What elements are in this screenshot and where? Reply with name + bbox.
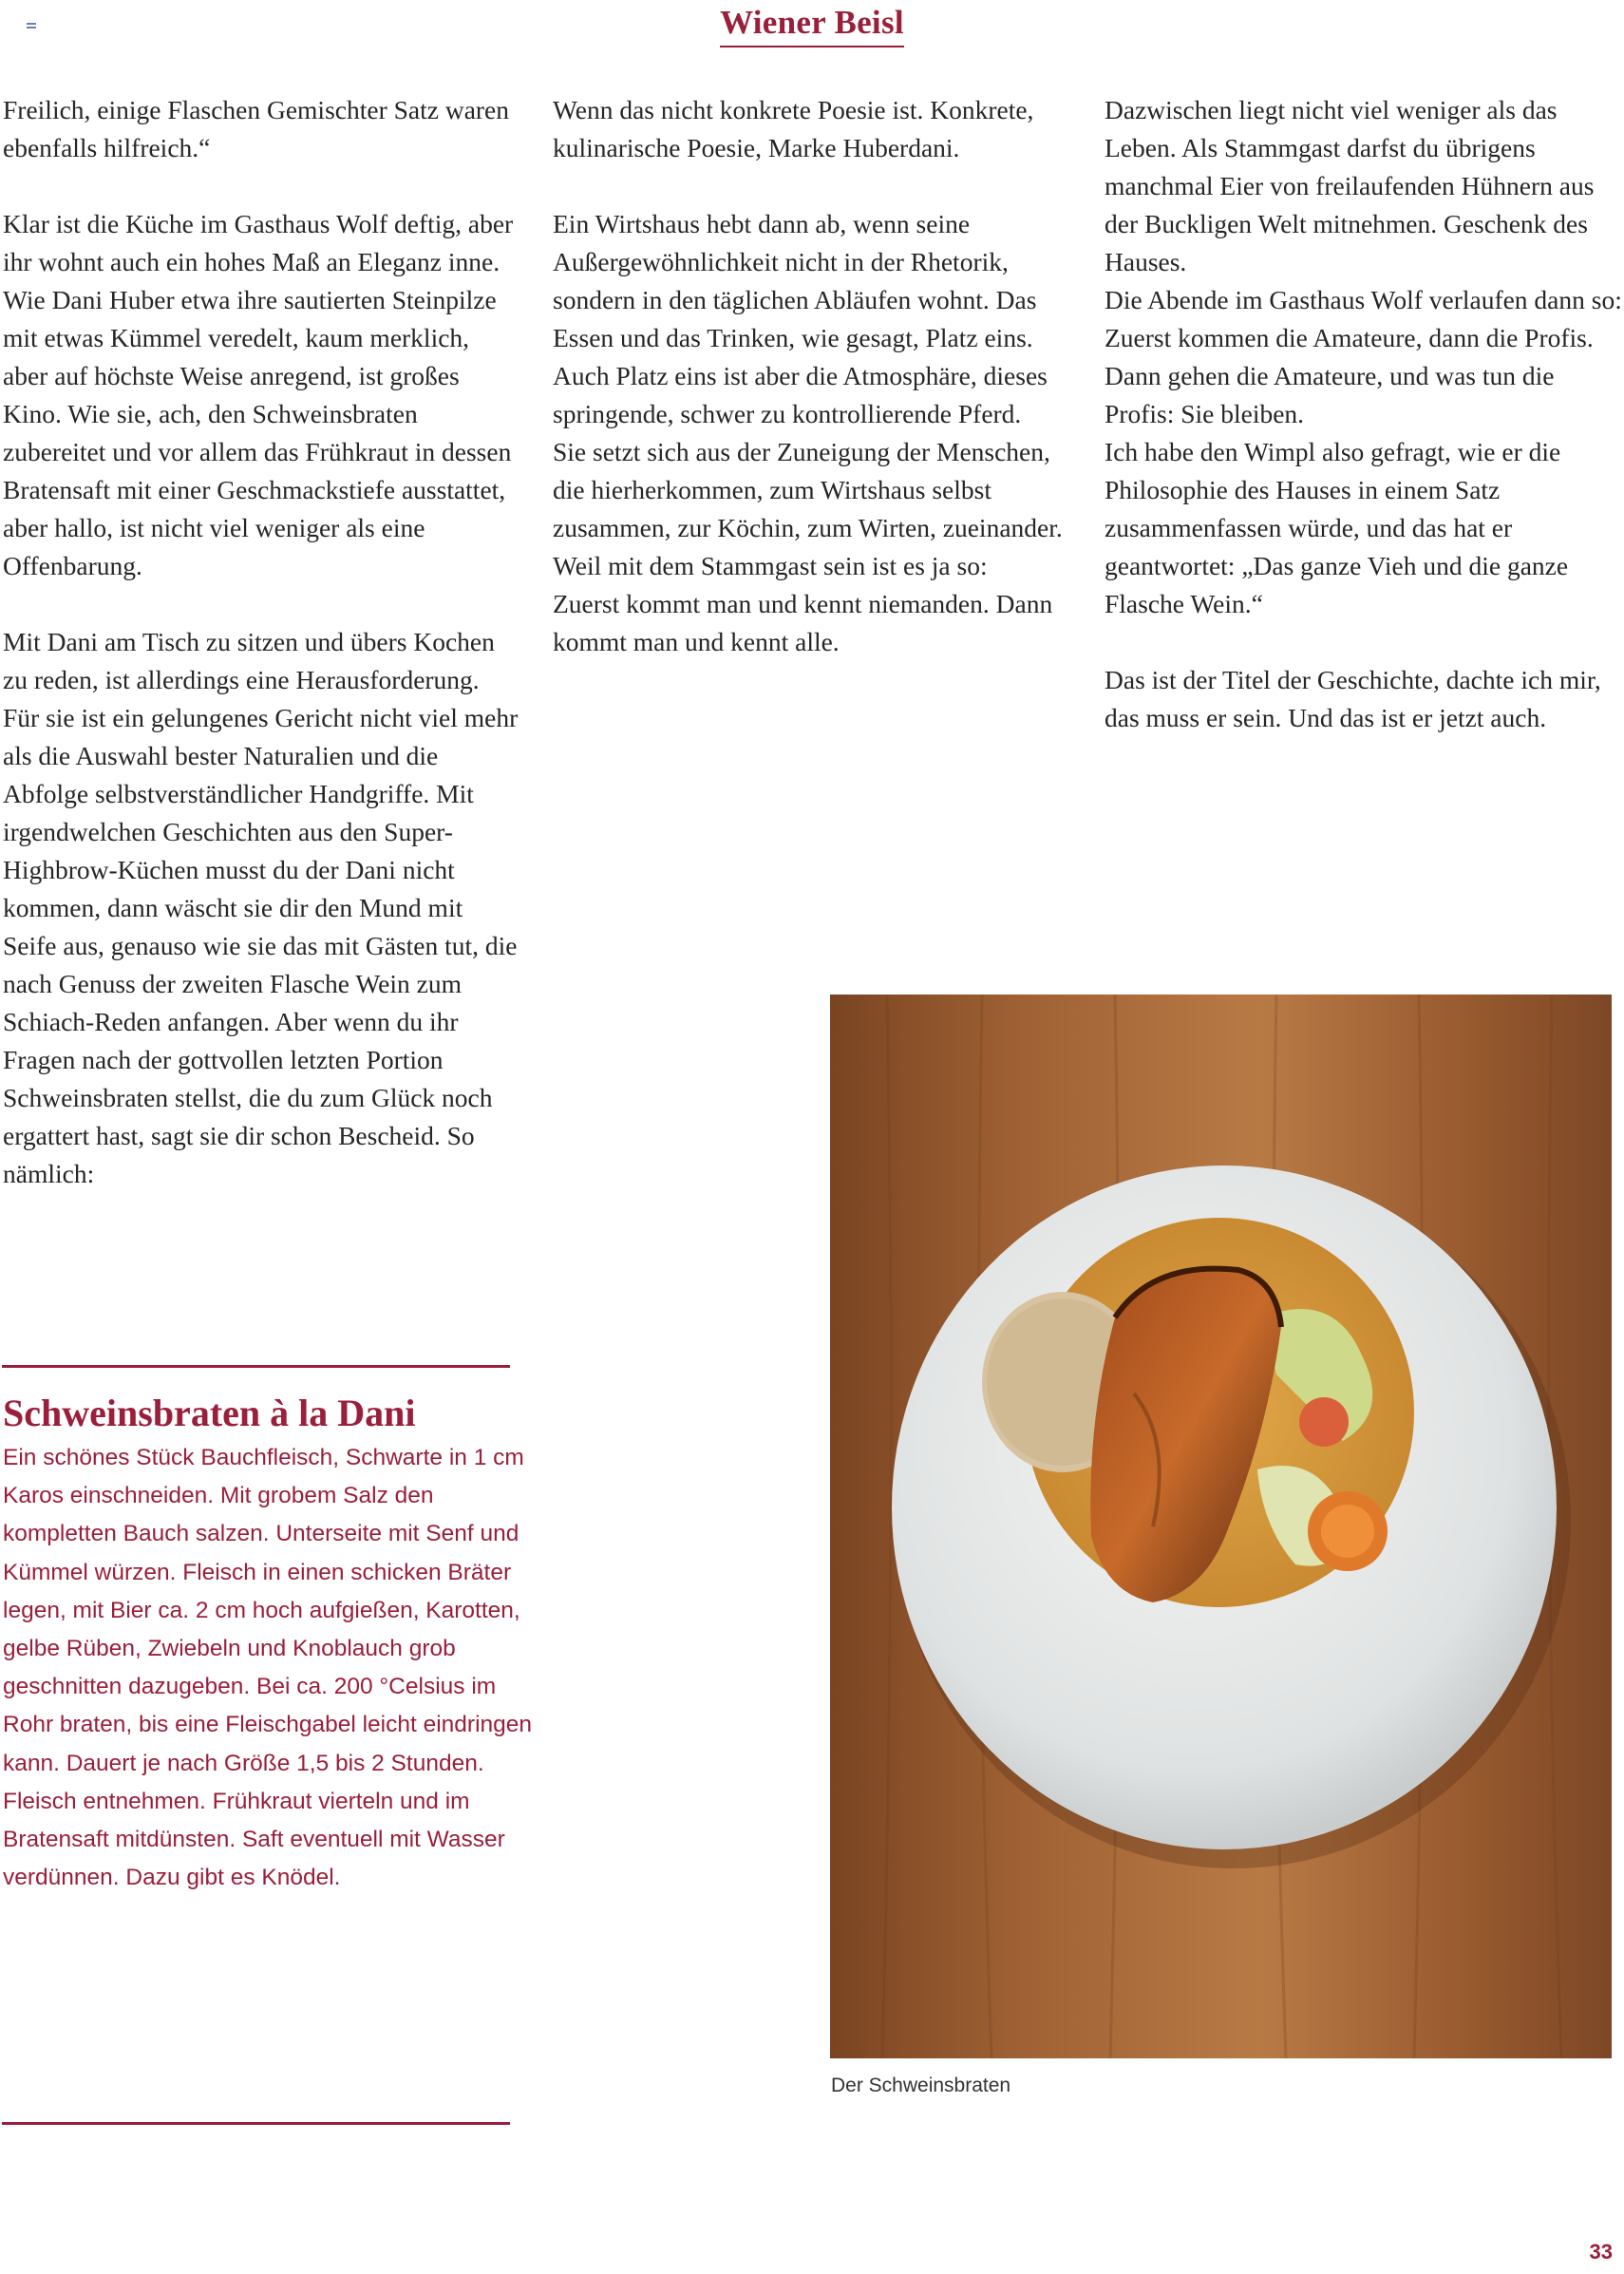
paragraph: Mit Dani am Tisch zu sitzen und übers Kochen zu reden, ist allerdings eine Herausforderung. Für sie ist ein gelungenes Gericht nicht viel mehr als die Auswahl bester Naturalien und die Abfolge selbstverständlicher Handgriffe. Mit irgendwelchen Geschichten aus den Super-Highbrow-Küchen musst du der Dani nicht kommen, dann wäscht sie dir den Mund mit Seife aus, genauso wie sie das mit Gästen tut, die nach Genuss der zweiten Flasche Wein zum Schiach-Reden anfangen. Aber wenn du ihr Fragen nach der gottvollen letzten Portion Schweinsbraten stellst, die du zum Glück noch ergattert hast, sagt sie dir schon Bescheid. So nämlich: xyxy=(3,627,519,1188)
recipe-divider-bottom xyxy=(2,2122,510,2125)
paragraph: Freilich, einige Flaschen Gemischter Satz waren ebenfalls hilfreich.“ xyxy=(3,95,510,162)
paragraph: Die Abende im Gasthaus Wolf verlaufen dann so: Zuerst kommen die Amateure, dann die Profis. Dann gehen die Amateure, und was tun die Profis: Sie bleiben. xyxy=(1105,285,1622,428)
paragraph: Wenn das nicht konkrete Poesie ist. Konkrete, kulinarische Poesie, Marke Huberdani. xyxy=(553,95,1034,162)
recipe-title: Schweinsbraten à la Dani xyxy=(3,1392,416,1434)
recipe-steps: Ein schönes Stück Bauchfleisch, Schwarte in 1 cm Karos einschneiden. Mit grobem Salz den kompletten Bauch salzen. Unterseite mit Senf und Kümmel würzen. Fleisch in einen schicken Bräter legen, mit Bier ca. 2 cm hoch aufgießen, Karotten, gelbe Rüben, Zwiebeln und Knoblauch grob geschnitten dazugeben. Bei ca. 200 °Celsius im Rohr braten, bis eine Fleischgabel leicht eindringen kann. Dauert je nach Größe 1,5 bis 2 Stunden. Fleisch entnehmen. Frühkraut vierteln und im Bratensaft mitdünsten. Saft eventuell mit Wasser verdünnen. Dazu gibt es Knödel. xyxy=(3,1445,533,1891)
section-header xyxy=(0,4,1624,47)
text-column-3 xyxy=(1105,91,1622,737)
photo-caption: Der Schweinsbraten xyxy=(831,2075,1011,2096)
page-number: 33 xyxy=(1589,2240,1613,2264)
recipe-divider-top xyxy=(2,1365,510,1368)
paragraph: Ein Wirtshaus hebt dann ab, wenn seine Außergewöhnlichkeit nicht in der Rhetorik, sondern in den täglichen Abläufen wohnt. Das Essen und das Trinken, wie gesagt, Platz eins. Auch Platz eins ist aber die Atmosphäre, dieses springende, schwer zu kontrollierende Pferd. xyxy=(553,209,1048,428)
paragraph: Sie setzt sich aus der Zuneigung der Menschen, die hierherkommen, zum Wirtshaus selbst zusammen, zur Köchin, zum Wirten, zueinander. Weil mit dem Stammgast sein ist es ja so: xyxy=(553,437,1063,580)
paragraph: Dazwischen liegt nicht viel weniger als das Leben. Als Stammgast darfst du übrigens manchmal Eier von freilaufenden Hühnern aus der Buckligen Welt mitnehmen. Geschenk des Hauses. xyxy=(1105,95,1595,276)
text-column-1 xyxy=(3,91,520,1193)
paragraph: Zuerst kommt man und kennt niemanden. Dann kommt man und kennt alle. xyxy=(553,589,1053,656)
text-column-2 xyxy=(553,91,1070,661)
paragraph: Das ist der Titel der Geschichte, dachte ich mir, das muss er sein. Und das ist er jetzt auch. xyxy=(1105,665,1601,732)
dish-photo xyxy=(830,995,1612,2058)
paragraph: Klar ist die Küche im Gasthaus Wolf deftig, aber ihr wohnt auch ein hohes Maß an Eleganz inne. Wie Dani Huber etwa ihre sautierten Steinpilze mit etwas Kümmel veredelt, kaum merklich, aber auf höchste Weise anregend, ist großes Kino. Wie sie, ach, den Schweinsbraten zubereitet und vor allem das Frühkraut in dessen Bratensaft mit einer Geschmackstiefe ausstattet, aber hallo, ist nicht viel weniger als eine Offenbarung. xyxy=(3,209,514,580)
section-title: Wiener Beisl xyxy=(720,4,904,47)
paragraph: Ich habe den Wimpl also gefragt, wie er die Philosophie des Hauses in einem Satz zusammenfassen würde, und das hat er geantwortet: „Das ganze Vieh und die ganze Flasche Wein.“ xyxy=(1105,437,1569,618)
